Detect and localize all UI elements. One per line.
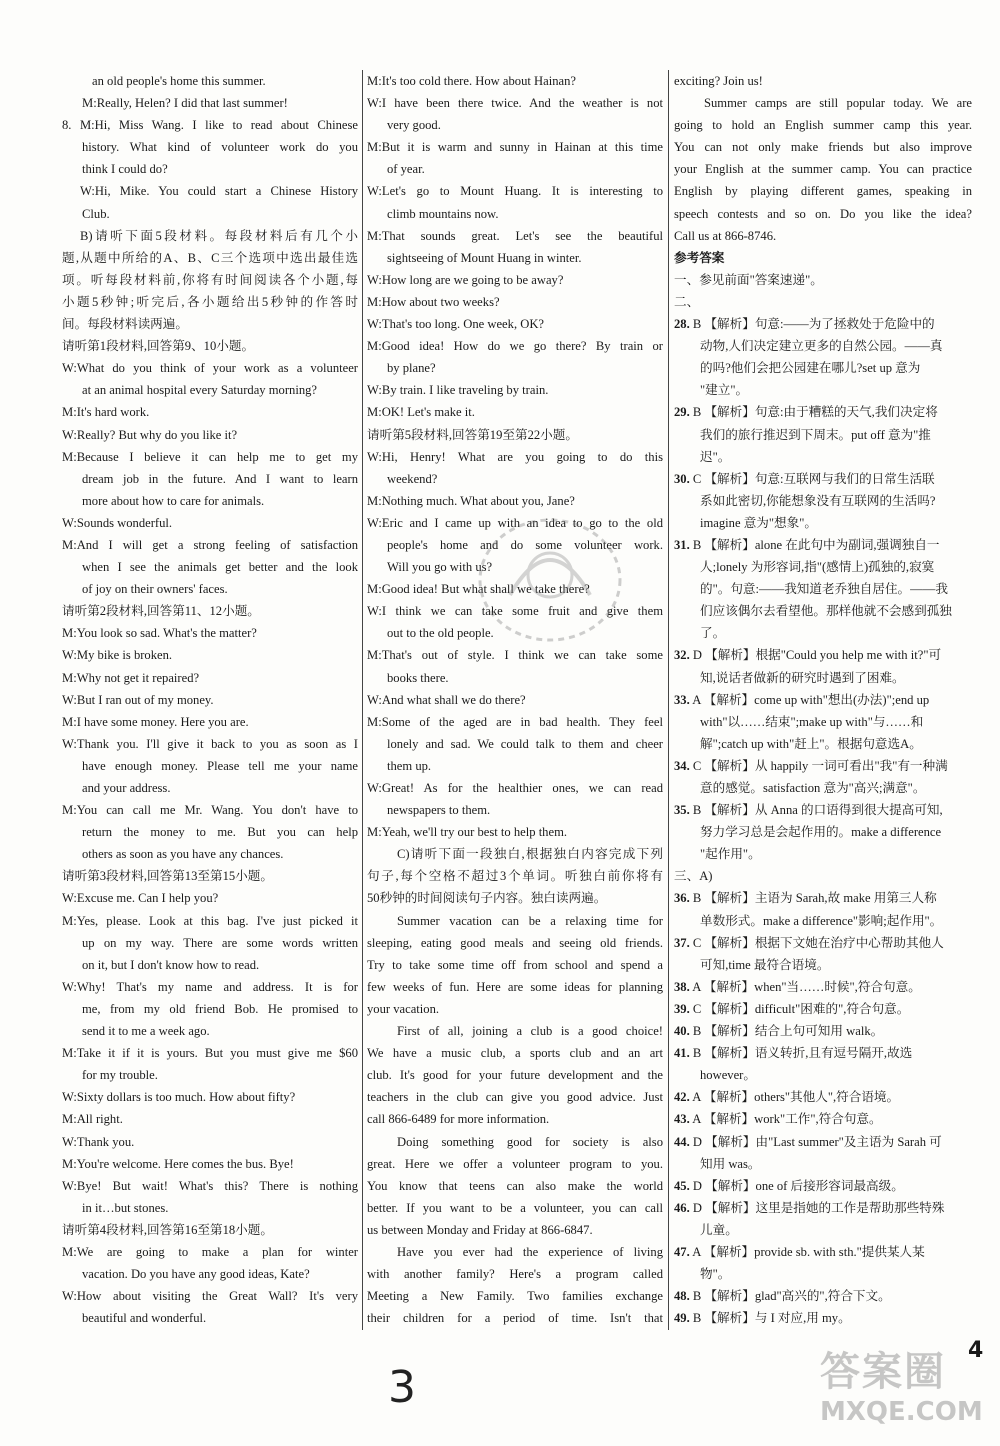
text-line: by plane? [387, 361, 436, 376]
answer-text: B 【解析】结合上句可知用 walk。 [692, 1024, 884, 1039]
answer-item [674, 1086, 972, 1108]
text-line: W:And what shall we do there? [367, 692, 526, 707]
text-line: more about how to care for animals. [82, 493, 265, 508]
answer-text: 知,说话者做新的研究时遇到了困难。 [700, 670, 905, 685]
text-line: exciting? Join us! [674, 74, 763, 88]
text-line: us between Monday and Friday at 866-6847. [367, 1222, 593, 1237]
text-line: vacation. Do you have any good ideas, Kate? [82, 1267, 310, 1282]
text-line: send it to me a week ago. [82, 1024, 210, 1039]
answer-number: 42. [674, 1090, 690, 1105]
text-line: 请听第3段材料,回答第13至第15小题。 [62, 869, 273, 884]
answer-text: 意的感觉。satisfaction 意为"高兴;满意"。 [700, 781, 926, 795]
text-line: 一、参见前面"答案速递"。 [674, 272, 823, 287]
answer-item-continued [674, 667, 972, 689]
text-line: Summer vacation can be a relaxing time for [397, 913, 663, 928]
answer-item [674, 887, 972, 909]
text-line: M:Yeah, we'll try our best to help them. [367, 825, 568, 840]
answer-number: 34. [674, 758, 690, 773]
answer-item [674, 313, 972, 335]
text-line: First of all, joining a club is a good choice! [397, 1024, 663, 1039]
text-line: W:I think we can take some fruit and give them [367, 604, 663, 619]
answer-text: A 【解析】come up with"想出(办法)";end up [692, 692, 930, 707]
answer-item-continued [674, 1153, 972, 1175]
answer-item-continued [674, 821, 972, 843]
answer-item [674, 799, 972, 821]
answer-item-continued [674, 733, 972, 755]
text-line: their children for a period of time. Isn't that [367, 1311, 663, 1326]
answer-number: 35. [674, 803, 690, 818]
answer-text: B 【解析】glad"高兴的",符合下文。 [692, 1289, 891, 1304]
text-line: 请听第1段材料,回答第9、10小题。 [62, 339, 255, 354]
answer-text: 努力学习总是会起作用的。make a difference [700, 825, 942, 840]
text-line: M:That's out of style. I think we can take some [367, 648, 663, 663]
text-line: out to the old people. [387, 626, 494, 641]
answer-number: 37. [674, 935, 690, 950]
text-line: M:OK! Let's make it. [367, 405, 475, 420]
text-line: sleeping, eating good meals and seeing old friends. [367, 935, 663, 950]
text-line: M:It's hard work. [62, 405, 150, 420]
answer-item [674, 534, 972, 556]
answer-text: 物"。 [700, 1267, 731, 1282]
text-line: your vacation. [367, 1001, 440, 1016]
text-line: Club. [82, 206, 110, 221]
text-line: English by playing different games, speaking in [674, 184, 972, 199]
answer-text: A 【解析】others"其他人",符合语境。 [692, 1090, 900, 1105]
answer-text: B 【解析】与 I 对应,用 my。 [692, 1311, 851, 1326]
text-line: W:By train. I like traveling by train. [367, 383, 549, 398]
page-number: 3 [388, 1362, 416, 1413]
text-line: return the money to me. But you can help [82, 825, 358, 840]
answer-text: 解";catch up with"赶上"。根据句意选A。 [700, 736, 922, 751]
text-line: history. What kind of volunteer work do you [82, 140, 358, 155]
answer-text: 单数形式。make a difference"影响;起作用"。 [700, 913, 943, 928]
text-line: on it, but I don't know how to read. [82, 957, 260, 972]
text-line: your English at the summer camp. You can practice [674, 162, 972, 177]
answer-text: B 【解析】从 Anna 的口语得到很大提高可知, [692, 803, 943, 818]
text-line: 项。听每段材料前,你将有时间阅读各个小题,每 [62, 272, 358, 287]
text-line: 8. M:Hi, Miss Wang. I like to read about Chinese [62, 118, 358, 133]
faint-stamp-graphic [470, 505, 630, 655]
answer-item [674, 1241, 972, 1263]
text-line: W:Let's go to Mount Huang. It is interesting to [367, 184, 663, 199]
text-line: B)请听下面5段材料。每段材料后有几个小 [80, 228, 358, 243]
answer-text: C 【解析】句意:互联网与我们的日常生活联 [692, 471, 935, 486]
answer-key [674, 313, 972, 1329]
text-line: 二、 [674, 294, 700, 309]
text-line: W:My bike is broken. [62, 648, 173, 663]
answer-item [674, 1307, 972, 1329]
text-line: in it…but stones. [82, 1200, 169, 1215]
answer-number: 33. [674, 692, 690, 707]
text-line: M:You're welcome. Here comes the bus. Bye! [62, 1156, 294, 1171]
answer-item-continued [674, 379, 972, 401]
answer-item-continued [674, 512, 972, 534]
text-line: M:Because I believe it can help me to get my [62, 449, 358, 464]
text-line: M:Take it if it is yours. But you must give me $60 [62, 1046, 358, 1061]
answer-item-continued [674, 578, 972, 600]
text-line: better. If you want to be a volunteer, you can call [367, 1200, 663, 1215]
answer-text: 三、A) [674, 869, 713, 884]
text-line: M:Good idea! But what shall we take there? [367, 582, 590, 597]
text-line: W:Why! That's my name and address. It is for [62, 979, 358, 994]
text-line: 请听第2段材料,回答第11、12小题。 [62, 604, 260, 619]
watermark-logo: 答案圈 [820, 1349, 946, 1395]
answer-number: 47. [674, 1244, 690, 1259]
answer-text: A 【解析】when"当……时候",符合句意。 [692, 979, 921, 994]
answer-number: 30. [674, 471, 690, 486]
corner-page-number: 4 [968, 1338, 984, 1363]
answer-item [674, 1042, 972, 1064]
text-line: Summer camps are still popular today. We are [704, 96, 972, 111]
column-divider-1 [362, 70, 363, 1330]
text-line: and your address. [82, 781, 171, 795]
answer-item [674, 689, 972, 711]
answer-item [674, 755, 972, 777]
answer-text: 迟"。 [700, 449, 731, 464]
answer-text: however。 [700, 1068, 756, 1083]
answer-item-continued [674, 424, 972, 446]
text-line: W:Great! As for the healthier ones, we can read [367, 781, 663, 795]
text-line: M:That sounds great. Let's see the beautiful [367, 228, 663, 243]
answer-text: B 【解析】主语为 Sarah,故 make 用第三人称 [692, 891, 937, 906]
text-line: for my trouble. [82, 1068, 158, 1083]
text-line: people's home and do some volunteer work. [387, 537, 663, 552]
answer-item-continued [674, 600, 972, 622]
text-line: 间。每段材料读两遍。 [62, 317, 188, 332]
answer-item-continued [674, 777, 972, 799]
text-line: W:Hi, Mike. You could start a Chinese History [80, 184, 358, 199]
text-line: Try to take some time off from school and spend a [367, 957, 663, 972]
text-line: C)请听下面一段独白,根据独白内容完成下列 [397, 847, 663, 862]
text-line: W:But I ran out of my money. [62, 692, 214, 707]
text-line: Will you go with us? [387, 560, 493, 575]
text-line: 参考答案 [674, 250, 725, 265]
text-line: M:Good idea! How do we go there? By train or [367, 339, 663, 354]
text-line: Meeting a New Family. Two families exchange [367, 1289, 663, 1304]
text-line: M:Yes, please. Look at this bag. I've just picked it [62, 913, 358, 928]
answer-item-continued [674, 335, 972, 357]
answer-text: C 【解析】根据下文她在治疗中心帮助其他人 [692, 935, 944, 950]
text-line: me, from my old friend Bob. He promised to [82, 1001, 358, 1016]
text-line: very good. [387, 118, 441, 133]
answer-number: 36. [674, 891, 690, 906]
text-line: W:Thank you. I'll give it back to you as soon as I [62, 736, 358, 751]
text-line: 请听第5段材料,回答第19至第22小题。 [367, 427, 578, 442]
text-line: M:All right. [62, 1112, 123, 1127]
answer-item [674, 644, 972, 666]
answer-text: D 【解析】这里是指她的工作是帮助那些特殊 [692, 1200, 945, 1215]
answer-text: 可知,time 最符合语境。 [700, 957, 830, 972]
answer-number: 43. [674, 1112, 690, 1127]
text-line: others as soon as you have any chances. [82, 847, 284, 862]
text-line: when I see the animals get better and the look [82, 560, 358, 575]
text-line: M:How about two weeks? [367, 294, 500, 309]
answer-text: D 【解析】根据"Could you help me with it?"可 [692, 648, 942, 663]
text-line: W:How long are we going to be away? [367, 272, 564, 287]
answer-item [674, 932, 972, 954]
answer-number: 46. [674, 1200, 690, 1215]
answer-text: 我们的旅行推迟到下周末。put off 意为"推 [700, 427, 931, 442]
answer-item-continued [674, 622, 972, 644]
answer-item-continued [674, 1263, 972, 1285]
text-line: W:That's too long. One week, OK? [367, 317, 545, 332]
text-line: of joy on their owners' faces. [82, 582, 228, 597]
text-line: W:Eric and I came up with an idea to go to the old [367, 515, 663, 530]
answer-item [674, 998, 972, 1020]
answer-text: 人;lonely 为形容词,指"(感情上)孤独的,寂寞 [700, 560, 935, 575]
text-line: call 866-6489 for more information. [367, 1112, 550, 1127]
text-line: W:How about visiting the Great Wall? It's very [62, 1289, 358, 1304]
answer-item [674, 1175, 972, 1197]
text-line: 50秒钟的时间阅读句子内容。独白读两遍。 [367, 891, 607, 906]
text-line: have enough money. Please tell me your name [82, 758, 358, 773]
text-line: with another family? Here's a program called [367, 1267, 663, 1282]
text-line: club. It's good for your future development and the [367, 1068, 663, 1083]
text-line: newspapers to them. [387, 803, 491, 818]
text-line: 句子,每个空格不超过3个单词。听独白前你将有 [367, 869, 663, 884]
text-line: M:You can call me Mr. Wang. You don't have to [62, 803, 358, 818]
answer-item [674, 865, 972, 887]
watermark-url: MXQE.COM [820, 1397, 983, 1427]
answer-item-continued [674, 490, 972, 512]
text-line: M:You look so sad. What's the matter? [62, 626, 257, 641]
text-line: W:Bye! But wait! What's this? There is nothing [62, 1178, 358, 1193]
text-line: think I could do? [82, 162, 168, 177]
text-line: M:Why not get it repaired? [62, 670, 200, 685]
answer-text: 的吗?他们会把公园建在哪儿?set up 意为 [700, 361, 921, 376]
text-line: W:Sounds wonderful. [62, 515, 173, 530]
text-line: beautiful and wonderful. [82, 1311, 207, 1326]
answer-item-continued [674, 711, 972, 733]
answer-item [674, 1131, 972, 1153]
answer-number: 32. [674, 648, 690, 663]
text-line: M:And I will get a strong feeling of satisfaction [62, 537, 358, 552]
answer-number: 28. [674, 317, 690, 332]
answer-text: 知用 was。 [700, 1156, 761, 1171]
text-line: teachers in the club can give you good advice. Just [367, 1090, 663, 1105]
answer-text: with"以……结束";make up with"与……和 [700, 714, 924, 729]
column-3 [674, 70, 972, 1329]
answer-item [674, 1197, 972, 1219]
answer-item-continued [674, 910, 972, 932]
text-line: M:I have some money. Here you are. [62, 714, 249, 729]
text-line: speech contests and so on. Do you like the idea? [674, 206, 972, 221]
answer-text: 们应该偶尔去看望他。那样他就不会感到孤独 [700, 604, 952, 619]
answer-number: 48. [674, 1289, 690, 1304]
column-1 [62, 70, 358, 1329]
answer-item [674, 976, 972, 998]
text-line: M:Some of the aged are in bad health. They feel [367, 714, 663, 729]
answer-number: 29. [674, 405, 690, 420]
answer-number: 40. [674, 1024, 690, 1039]
text-line: of year. [387, 162, 425, 177]
text-line: W:Excuse me. Can I help you? [62, 891, 219, 906]
answer-text: 系如此密切,你能想象没有互联网的生活吗? [700, 493, 936, 508]
text-line: W:Thank you. [62, 1134, 135, 1149]
text-line: 小题5秒钟;听完后,各小题给出5秒钟的作答时 [62, 294, 358, 309]
text-line: M:Nothing much. What about you, Jane? [367, 493, 575, 508]
text-line: them up. [387, 758, 432, 773]
answer-text: A 【解析】work"工作",符合句意。 [692, 1112, 882, 1127]
answer-item-continued [674, 1064, 972, 1086]
answer-text: 动物,人们决定建立更多的自然公园。——真 [700, 339, 943, 354]
text-line: weekend? [387, 471, 438, 486]
answer-item-continued [674, 446, 972, 468]
text-line: M:We are going to make a plan for winter [62, 1244, 358, 1259]
answer-text: 的"。句意:——我知道老乔独自居住。——我 [700, 582, 948, 597]
text-line: You know that teens can also make the world [367, 1178, 663, 1193]
text-line: W:Hi, Henry! What are you going to do this [367, 449, 663, 464]
text-line: You can not only make friends but also improve [674, 140, 972, 155]
text-line: up on my way. There are some words written [82, 935, 358, 950]
answer-text: B 【解析】句意:由于糟糕的天气,我们决定将 [692, 405, 938, 420]
text-line: We have a music club, a sports club and an art [367, 1046, 663, 1061]
answer-text: C 【解析】从 happily 一词可看出"我"有一种满 [692, 758, 948, 773]
text-line: M:Really, Helen? I did that last summer! [82, 96, 288, 111]
text-line: M:It's too cold there. How about Hainan? [367, 74, 576, 88]
answer-text: D 【解析】one of 后接形容词最高级。 [692, 1178, 904, 1193]
answer-item [674, 468, 972, 490]
text-line: W:What do you think of your work as a volunteer [62, 361, 358, 376]
answer-text: 儿童。 [700, 1222, 738, 1237]
answer-item [674, 1285, 972, 1307]
answer-number: 49. [674, 1311, 690, 1326]
column-3-text [674, 70, 972, 313]
answer-text: D 【解析】由"Last summer"及主语为 Sarah 可 [692, 1134, 942, 1149]
text-line: W:Sixty dollars is too much. How about fifty? [62, 1090, 296, 1105]
text-line: an old people's home this summer. [92, 74, 266, 88]
answer-number: 44. [674, 1134, 690, 1149]
column-2 [367, 70, 663, 1329]
answer-item-continued [674, 357, 972, 379]
text-line: W:Really? But why do you like it? [62, 427, 238, 442]
answer-item [674, 1020, 972, 1042]
text-line: going to hold an English summer camp this year. [674, 118, 972, 133]
text-line: books there. [387, 670, 449, 685]
answer-number: 39. [674, 1001, 690, 1016]
answer-text: B 【解析】句意:——为了拯救处于危险中的 [692, 317, 935, 332]
text-line: M:But it is warm and sunny in Hainan at this time [367, 140, 663, 155]
text-line: at an animal hospital every Saturday morning? [82, 383, 318, 398]
answer-text: imagine 意为"想象"。 [700, 515, 817, 530]
text-line: sightseeing of Mount Huang in winter. [387, 250, 582, 265]
text-line: Have you ever had the experience of living [397, 1244, 663, 1259]
text-line: lonely and sad. We could talk to them and cheer [387, 736, 663, 751]
answer-item [674, 401, 972, 423]
text-line: W:I have been there twice. And the weather is not [367, 96, 663, 111]
answer-text: B 【解析】语义转折,且有逗号隔开,故选 [692, 1046, 913, 1061]
answer-text: B 【解析】alone 在此句中为副词,强调独自一 [692, 537, 940, 552]
text-line: few weeks of fun. Here are some ideas for planning [367, 979, 663, 994]
text-line: Doing something good for society is also [397, 1134, 663, 1149]
answer-number: 31. [674, 537, 690, 552]
answer-number: 41. [674, 1046, 690, 1061]
answer-item-continued [674, 1219, 972, 1241]
answer-text: C 【解析】difficult"困难的",符合句意。 [692, 1001, 910, 1016]
text-line: Call us at 866-8746. [674, 228, 777, 243]
answer-text: 了。 [700, 626, 726, 641]
answer-number: 38. [674, 979, 690, 994]
watermark [820, 1340, 990, 1440]
answer-text: A 【解析】provide sb. with sth."提供某人某 [692, 1244, 925, 1259]
text-line: great. Here we offer a volunteer program to you. [367, 1156, 663, 1171]
answer-text: "建立"。 [700, 383, 749, 398]
text-line: climb mountains now. [387, 206, 499, 221]
answer-item-continued [674, 843, 972, 865]
text-line: 题,从题中所给的A、B、C三个选项中选出最佳选 [62, 250, 358, 265]
answer-item [674, 1108, 972, 1130]
answer-item-continued [674, 556, 972, 578]
answer-item-continued [674, 954, 972, 976]
text-line: dream job in the future. And I want to learn [82, 471, 358, 486]
text-line: 请听第4段材料,回答第16至第18小题。 [62, 1222, 273, 1237]
answer-text: "起作用"。 [700, 847, 761, 862]
answer-number: 45. [674, 1178, 690, 1193]
column-divider-2 [668, 70, 669, 1330]
